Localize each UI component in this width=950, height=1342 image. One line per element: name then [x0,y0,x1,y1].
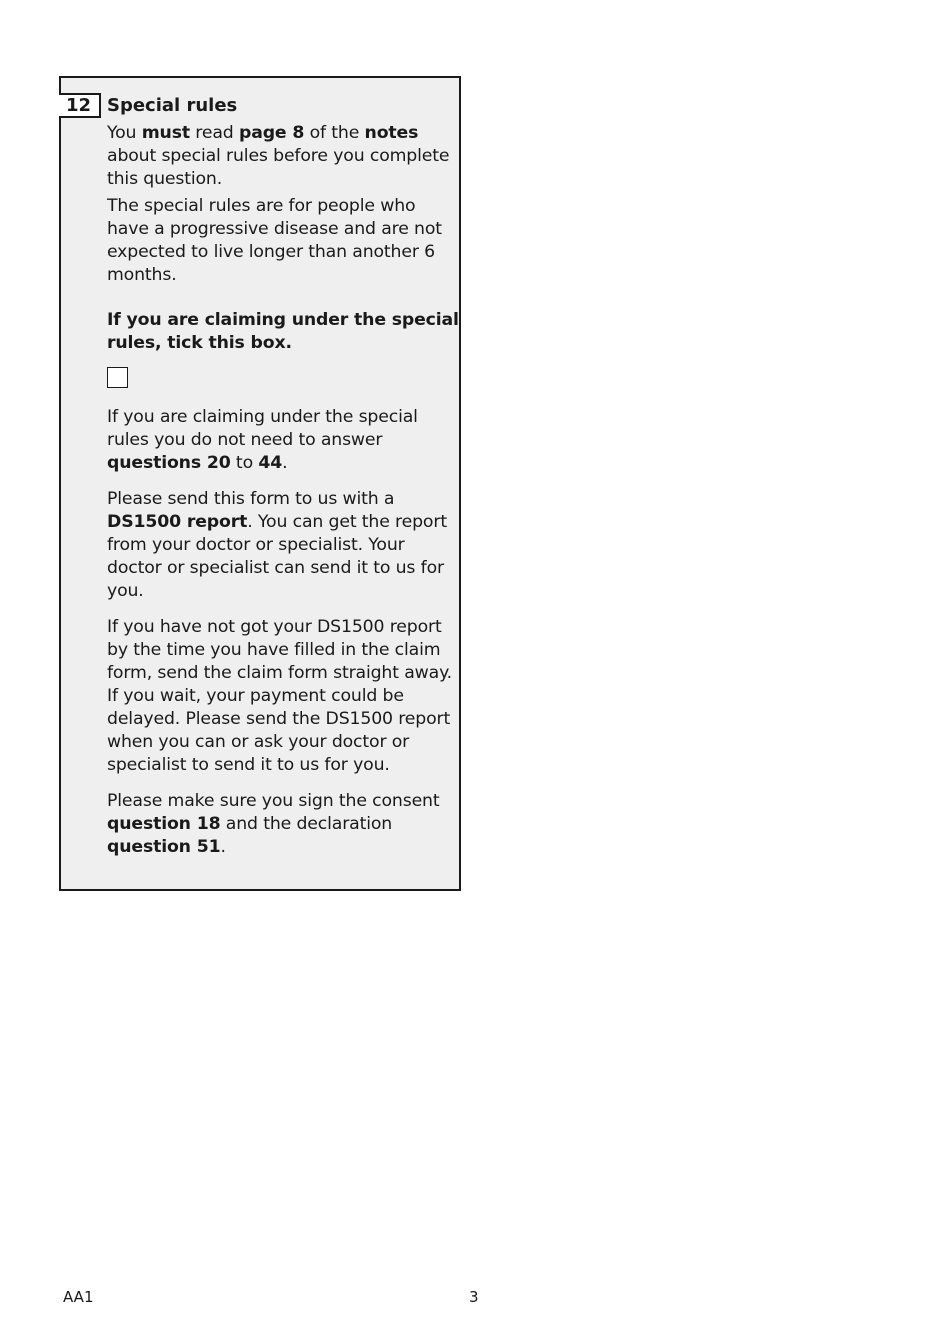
intro-text-3: of the [304,123,365,143]
page-number: 3 [469,1288,479,1306]
send-form-text-2: . You can get the report from your doctor or specialist. Your doctor or specialist can send it to us for you. [107,512,447,601]
claim-heading: If you are claiming under the special rules, tick this box. [107,310,459,353]
intro-bold-must: must [141,123,190,143]
sign-bold-2: question 51 [107,837,221,857]
sign-paragraph [107,790,459,859]
sign-text-2: and the declaration [220,814,393,834]
no-answer-text-2: to [230,453,259,473]
sign-text-3: . [220,837,226,857]
question-title: Special rules [107,95,238,116]
special-rules-checkbox[interactable] [107,367,128,388]
intro-bold-notes: notes [364,123,419,143]
question-number: 12 [59,93,101,118]
who-paragraph: The special rules are for people who have a progressive disease and are not expected to live longer than another 6 months. [107,196,442,285]
no-answer-text-1: If you are claiming under the special rules you do not need to answer [107,407,418,450]
no-answer-paragraph [107,406,459,475]
no-answer-text-3: . [282,453,288,473]
intro-text-1: You [107,123,142,143]
send-form-bold-report: DS1500 report [107,512,248,532]
sign-text-1: Please make sure you sign the consent [107,791,440,811]
section-content [107,122,459,859]
no-answer-bold-1: questions 20 [107,453,231,473]
send-form-text-1: Please send this form to us with a [107,489,395,509]
no-answer-bold-2: 44 [258,453,283,473]
sign-bold-1: question 18 [107,814,221,834]
intro-text-2: read [189,123,239,143]
intro-bold-page: page 8 [238,123,305,143]
send-form-paragraph [107,488,459,603]
intro-paragraph [107,122,459,191]
intro-text-4: about special rules before you complete this question. [107,146,450,189]
form-code: AA1 [63,1288,94,1306]
not-got-report-paragraph: If you have not got your DS1500 report by the time you have filled in the claim form, send the claim form straight away. If you wait, your payment could be delayed. Please send the DS1500 report when you can or ask your doctor or specialist to send it to us for you. [107,617,453,775]
